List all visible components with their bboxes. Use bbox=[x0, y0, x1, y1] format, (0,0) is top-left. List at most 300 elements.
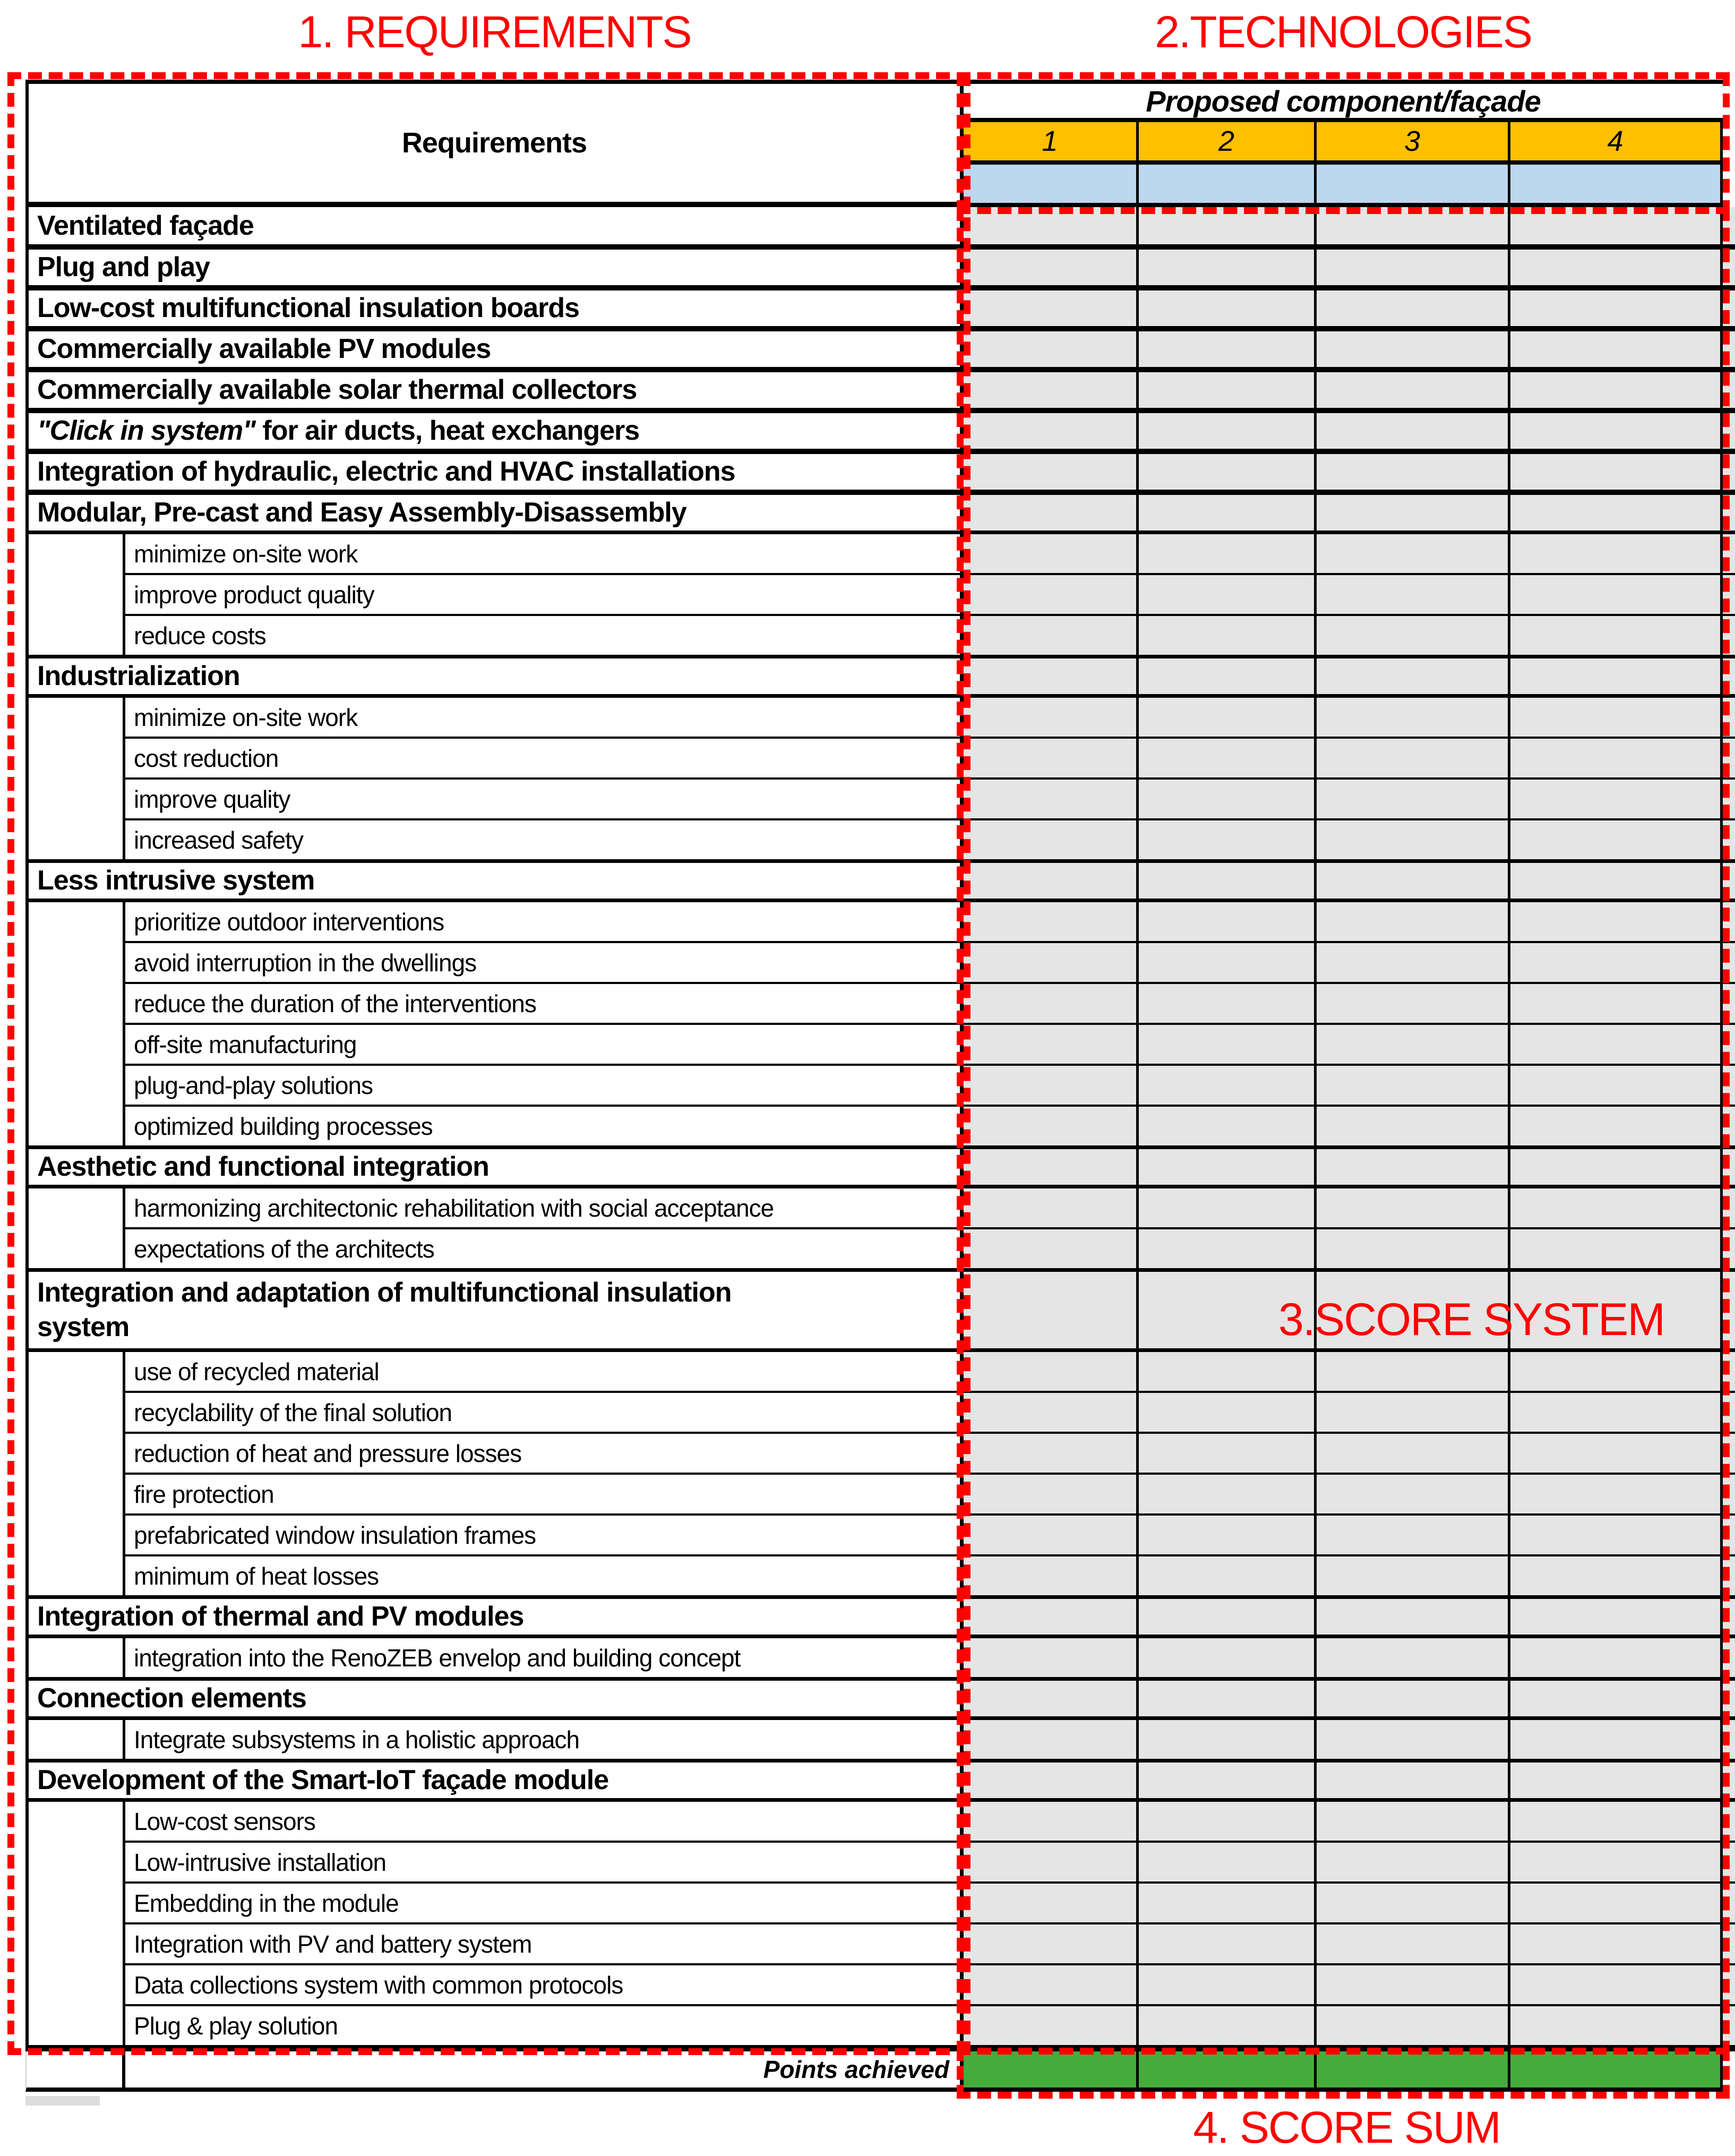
score-input-cell[interactable] bbox=[964, 413, 1139, 449]
score-input-cell[interactable] bbox=[964, 1763, 1139, 1798]
score-input-cell[interactable] bbox=[1139, 1599, 1317, 1635]
score-input-cell[interactable] bbox=[1317, 534, 1510, 573]
score-input-cell[interactable] bbox=[1510, 943, 1723, 982]
edge-overflow-cell bbox=[1723, 1393, 1735, 1432]
score-input-cell[interactable] bbox=[1317, 1763, 1510, 1798]
score-input-cell[interactable] bbox=[1139, 1720, 1317, 1759]
score-input-cell[interactable] bbox=[964, 1188, 1139, 1227]
score-input-cell[interactable] bbox=[1139, 780, 1317, 818]
sub-rows-column bbox=[125, 1352, 1735, 1595]
score-input-cell[interactable] bbox=[1510, 658, 1723, 694]
edge-overflow-cell bbox=[1723, 1066, 1735, 1105]
score-input-cell[interactable] bbox=[964, 658, 1139, 694]
score-input-cell[interactable] bbox=[1510, 2006, 1723, 2045]
score-input-cell[interactable] bbox=[1317, 372, 1510, 408]
sub-rows-column bbox=[125, 1638, 1735, 1677]
requirement-label-cell bbox=[25, 863, 964, 899]
score-input-cell[interactable] bbox=[1317, 1638, 1510, 1677]
score-input-cell[interactable] bbox=[1317, 863, 1510, 899]
score-input-cell[interactable] bbox=[1510, 1884, 1723, 1922]
sub-requirement-row bbox=[125, 1924, 1735, 1965]
points-row-indent-cell bbox=[25, 2051, 125, 2092]
score-input-cell[interactable] bbox=[964, 1556, 1139, 1595]
edge-overflow-cell bbox=[1723, 250, 1735, 285]
score-input-cell[interactable] bbox=[1317, 943, 1510, 982]
score-input-cell[interactable] bbox=[964, 1599, 1139, 1635]
score-input-cell[interactable] bbox=[1139, 698, 1317, 737]
score-input-cell[interactable] bbox=[1139, 1681, 1317, 1716]
score-input-cell[interactable] bbox=[1139, 863, 1317, 899]
edge-overflow-cell bbox=[1723, 780, 1735, 818]
score-input-cell[interactable] bbox=[1510, 863, 1723, 899]
score-input-cell[interactable] bbox=[1510, 1681, 1723, 1716]
score-input-cell[interactable] bbox=[1139, 739, 1317, 777]
score-input-cell[interactable] bbox=[1139, 1475, 1317, 1513]
score-input-cell[interactable] bbox=[1510, 739, 1723, 777]
score-input-cell[interactable] bbox=[964, 943, 1139, 982]
sub-requirement-group bbox=[25, 534, 1735, 657]
score-input-cell[interactable] bbox=[1139, 943, 1317, 982]
score-input-cell[interactable] bbox=[1139, 575, 1317, 614]
edge-overflow-cell bbox=[1723, 1720, 1735, 1759]
score-input-cell[interactable] bbox=[1139, 1638, 1317, 1677]
score-input-cell[interactable] bbox=[1317, 1107, 1510, 1145]
score-input-cell[interactable] bbox=[964, 575, 1139, 614]
score-input-cell[interactable] bbox=[1510, 250, 1723, 285]
requirement-label: Connection elements bbox=[37, 1683, 306, 1714]
edge-overflow-cell bbox=[1723, 413, 1735, 449]
score-input-cell[interactable] bbox=[1510, 1924, 1723, 1963]
edge-overflow-cell bbox=[1723, 575, 1735, 614]
score-input-cell[interactable] bbox=[1317, 1720, 1510, 1759]
score-input-cell[interactable] bbox=[1317, 331, 1510, 367]
sub-requirement-row bbox=[125, 1229, 1735, 1268]
score-input-cell[interactable] bbox=[964, 1352, 1139, 1391]
score-input-cell[interactable] bbox=[964, 698, 1139, 737]
score-input-cell[interactable] bbox=[964, 250, 1139, 285]
edge-overflow-cell bbox=[1723, 1965, 1735, 2004]
requirement-label: Industrialization bbox=[37, 661, 240, 691]
sub-requirement-group bbox=[25, 1352, 1735, 1597]
header-entry-cell[interactable] bbox=[1510, 165, 1723, 207]
score-input-cell[interactable] bbox=[1139, 495, 1317, 531]
points-sum-cell[interactable] bbox=[1317, 2051, 1510, 2092]
sub-requirement-label: improve product quality bbox=[134, 580, 374, 609]
score-input-cell[interactable] bbox=[1317, 290, 1510, 326]
sub-requirement-label-cell bbox=[125, 1843, 964, 1881]
edge-overflow-cell bbox=[1723, 863, 1735, 899]
technologies-header-block bbox=[964, 80, 1735, 207]
score-input-cell[interactable] bbox=[1139, 1352, 1317, 1391]
score-input-cell[interactable] bbox=[964, 1681, 1139, 1716]
score-input-cell[interactable] bbox=[1317, 1025, 1510, 1064]
score-input-cell[interactable] bbox=[964, 1149, 1139, 1185]
sub-requirement-label-cell bbox=[125, 1393, 964, 1432]
sub-requirement-label-cell bbox=[125, 780, 964, 818]
score-input-cell[interactable] bbox=[1317, 1884, 1510, 1922]
score-input-cell[interactable] bbox=[1139, 1188, 1317, 1227]
score-input-cell[interactable] bbox=[1139, 534, 1317, 573]
score-input-cell[interactable] bbox=[1510, 1107, 1723, 1145]
edge-overflow-cell bbox=[1723, 658, 1735, 694]
sub-requirement-label: minimize on-site work bbox=[134, 703, 358, 731]
score-input-cell[interactable] bbox=[1139, 1229, 1317, 1268]
sub-requirement-row bbox=[125, 698, 1735, 739]
sub-requirement-label: avoid interruption in the dwellings bbox=[134, 948, 477, 977]
sub-requirement-label: recyclability of the final solution bbox=[134, 1398, 452, 1426]
score-input-cell[interactable] bbox=[1510, 902, 1723, 941]
edge-overflow-cell bbox=[1723, 1599, 1735, 1635]
score-input-cell[interactable] bbox=[1317, 1475, 1510, 1513]
score-sum-section-title: 4. SCORE SUM bbox=[1193, 2102, 1500, 2152]
score-input-cell[interactable] bbox=[1317, 1681, 1510, 1716]
score-input-cell[interactable] bbox=[1510, 1516, 1723, 1554]
score-input-cell[interactable] bbox=[964, 534, 1139, 573]
proposed-component-facade-header bbox=[964, 80, 1723, 122]
requirement-label-cell bbox=[25, 250, 964, 285]
score-input-cell[interactable] bbox=[1510, 780, 1723, 818]
indent-cell bbox=[25, 1802, 125, 2045]
score-input-cell[interactable] bbox=[964, 290, 1139, 326]
sub-requirement-label-cell bbox=[125, 1066, 964, 1105]
score-input-cell[interactable] bbox=[1139, 984, 1317, 1023]
score-input-cell[interactable] bbox=[1139, 250, 1317, 285]
score-input-cell[interactable] bbox=[1510, 331, 1723, 367]
sub-requirement-label-cell bbox=[125, 575, 964, 614]
score-input-cell[interactable] bbox=[964, 1107, 1139, 1145]
requirements-header-label: Requirements bbox=[401, 127, 587, 159]
score-input-cell[interactable] bbox=[1510, 1763, 1723, 1798]
requirement-row bbox=[25, 452, 1735, 493]
sub-requirement-row bbox=[125, 1843, 1735, 1884]
requirement-label-cell bbox=[25, 1763, 964, 1798]
sub-requirement-row bbox=[125, 780, 1735, 820]
score-input-cell[interactable] bbox=[1317, 1434, 1510, 1473]
sub-requirement-label: minimize on-site work bbox=[134, 540, 358, 568]
sub-requirement-row bbox=[125, 1066, 1735, 1107]
requirement-row bbox=[25, 493, 1735, 534]
sub-requirement-label: Embedding in the module bbox=[134, 1889, 399, 1917]
score-input-cell[interactable] bbox=[1510, 1843, 1723, 1881]
score-input-cell[interactable] bbox=[1317, 575, 1510, 614]
score-input-cell[interactable] bbox=[1510, 372, 1723, 408]
sub-requirement-label-cell bbox=[125, 1025, 964, 1064]
sub-requirement-label-cell bbox=[125, 943, 964, 982]
score-input-cell[interactable] bbox=[1510, 413, 1723, 449]
sub-requirement-label-cell bbox=[125, 1107, 964, 1145]
header-blue-row bbox=[964, 165, 1735, 207]
score-input-cell[interactable] bbox=[1317, 1924, 1510, 1963]
score-system-section-title: 3.SCORE SYSTEM bbox=[1278, 1294, 1665, 1345]
score-input-cell[interactable] bbox=[964, 331, 1139, 367]
requirement-label: Integration and adaptation of multifunctional insulation system bbox=[37, 1277, 732, 1342]
score-input-cell[interactable] bbox=[1510, 1965, 1723, 2004]
score-input-cell[interactable] bbox=[1317, 495, 1510, 531]
score-input-cell[interactable] bbox=[1510, 1638, 1723, 1677]
edge-overflow-cell bbox=[1723, 495, 1735, 531]
edge-overflow-cell bbox=[1723, 616, 1735, 655]
score-input-cell[interactable] bbox=[1139, 1763, 1317, 1798]
score-input-cell[interactable] bbox=[964, 780, 1139, 818]
score-input-cell[interactable] bbox=[1317, 820, 1510, 859]
requirement-label: Ventilated façade bbox=[37, 210, 254, 241]
edge-overflow-cell bbox=[1723, 820, 1735, 859]
score-input-cell[interactable] bbox=[1139, 1965, 1317, 2004]
score-input-cell[interactable] bbox=[964, 902, 1139, 941]
column-number-cell: 2 bbox=[1139, 122, 1317, 165]
score-input-cell[interactable] bbox=[1510, 207, 1723, 244]
edge-overflow-cell bbox=[1723, 290, 1735, 326]
score-input-cell[interactable] bbox=[1510, 1434, 1723, 1473]
sub-requirement-label-cell bbox=[125, 2006, 964, 2045]
score-input-cell[interactable] bbox=[1139, 290, 1317, 326]
score-input-cell[interactable] bbox=[1510, 290, 1723, 326]
requirement-label: Commercially available solar thermal collectors bbox=[37, 374, 637, 405]
score-input-cell[interactable] bbox=[964, 2006, 1139, 2045]
score-input-cell[interactable] bbox=[1317, 1066, 1510, 1105]
score-input-cell[interactable] bbox=[1317, 1599, 1510, 1635]
score-input-cell[interactable] bbox=[1139, 1516, 1317, 1554]
score-input-cell[interactable] bbox=[1510, 1149, 1723, 1185]
score-input-cell[interactable] bbox=[964, 454, 1139, 490]
score-input-cell[interactable] bbox=[964, 1802, 1139, 1841]
sub-requirement-label: reduction of heat and pressure losses bbox=[134, 1439, 522, 1467]
score-input-cell[interactable] bbox=[964, 1066, 1139, 1105]
score-input-cell[interactable] bbox=[964, 1434, 1139, 1473]
sub-requirement-row bbox=[125, 1107, 1735, 1145]
score-input-cell[interactable] bbox=[964, 820, 1139, 859]
score-input-cell[interactable] bbox=[964, 1272, 1139, 1348]
sub-requirement-row bbox=[125, 1802, 1735, 1843]
score-input-cell[interactable] bbox=[964, 616, 1139, 655]
score-input-cell[interactable] bbox=[1317, 1188, 1510, 1227]
score-input-cell[interactable] bbox=[964, 1516, 1139, 1554]
requirements-column-header bbox=[25, 80, 964, 207]
score-input-cell[interactable] bbox=[1139, 902, 1317, 941]
edge-overflow-cell bbox=[1723, 122, 1735, 165]
sub-requirement-label-cell bbox=[125, 820, 964, 859]
sub-requirement-row bbox=[125, 943, 1735, 984]
requirement-label-cell bbox=[25, 372, 964, 408]
requirement-label-cell bbox=[25, 454, 964, 490]
sub-requirement-label-cell bbox=[125, 902, 964, 941]
score-input-cell[interactable] bbox=[1317, 1229, 1510, 1268]
sub-rows-column bbox=[125, 698, 1735, 859]
score-input-cell[interactable] bbox=[964, 1025, 1139, 1064]
score-input-cell[interactable] bbox=[1510, 1393, 1723, 1432]
score-input-cell[interactable] bbox=[1139, 331, 1317, 367]
score-input-cell[interactable] bbox=[1139, 1802, 1317, 1841]
score-input-cell[interactable] bbox=[1510, 1475, 1723, 1513]
score-input-cell[interactable] bbox=[1317, 984, 1510, 1023]
sub-requirement-label: improve quality bbox=[134, 785, 290, 813]
score-input-cell[interactable] bbox=[964, 1393, 1139, 1432]
indent-cell bbox=[25, 1188, 125, 1268]
score-input-cell[interactable] bbox=[1139, 820, 1317, 859]
score-input-cell[interactable] bbox=[1510, 1025, 1723, 1064]
score-input-cell[interactable] bbox=[1139, 2006, 1317, 2045]
score-input-cell[interactable] bbox=[964, 495, 1139, 531]
score-input-cell[interactable] bbox=[1139, 1393, 1317, 1432]
score-input-cell[interactable] bbox=[1139, 1434, 1317, 1473]
edge-overflow-cell bbox=[1723, 1352, 1735, 1391]
score-input-cell[interactable] bbox=[964, 863, 1139, 899]
score-input-cell[interactable] bbox=[1139, 616, 1317, 655]
score-input-cell[interactable] bbox=[1510, 454, 1723, 490]
score-input-cell[interactable] bbox=[1317, 616, 1510, 655]
requirement-label: Low-cost multifunctional insulation boards bbox=[37, 293, 580, 323]
score-input-cell[interactable] bbox=[1317, 1965, 1510, 2004]
score-input-cell[interactable] bbox=[1317, 2006, 1510, 2045]
score-input-cell[interactable] bbox=[1317, 780, 1510, 818]
score-input-cell[interactable] bbox=[964, 1843, 1139, 1881]
score-input-cell[interactable] bbox=[1510, 1352, 1723, 1391]
sub-requirement-label-cell bbox=[125, 1965, 964, 2004]
score-input-cell[interactable] bbox=[964, 1965, 1139, 2004]
score-input-cell[interactable] bbox=[964, 1884, 1139, 1922]
sub-requirement-label: fire protection bbox=[134, 1480, 274, 1508]
points-sum-cell[interactable] bbox=[1139, 2051, 1317, 2092]
score-input-cell[interactable] bbox=[1139, 1066, 1317, 1105]
score-input-cell[interactable] bbox=[964, 739, 1139, 777]
score-input-cell[interactable] bbox=[1510, 1556, 1723, 1595]
header-entry-cell[interactable] bbox=[964, 165, 1139, 207]
score-input-cell[interactable] bbox=[1510, 1802, 1723, 1841]
score-input-cell[interactable] bbox=[1317, 739, 1510, 777]
score-input-cell[interactable] bbox=[1317, 454, 1510, 490]
sub-requirement-label: minimum of heat losses bbox=[134, 1562, 379, 1590]
sub-requirement-row bbox=[125, 984, 1735, 1025]
sub-requirement-label-cell bbox=[125, 1352, 964, 1391]
sub-requirement-label: harmonizing architectonic rehabilitation with social acceptance bbox=[134, 1194, 774, 1222]
score-input-cell[interactable] bbox=[964, 1229, 1139, 1268]
score-input-cell[interactable] bbox=[964, 372, 1139, 408]
sub-requirement-row bbox=[125, 820, 1735, 859]
indent-cell bbox=[25, 698, 125, 859]
score-input-cell[interactable] bbox=[1317, 902, 1510, 941]
requirement-label-italic-part: "Click in system" bbox=[37, 415, 255, 446]
score-input-cell[interactable] bbox=[1317, 1802, 1510, 1841]
requirements-section-title: 1. REQUIREMENTS bbox=[298, 7, 691, 57]
sub-requirement-row bbox=[125, 902, 1735, 943]
sub-requirement-label-cell bbox=[125, 1924, 964, 1963]
sub-requirement-group bbox=[25, 1720, 1735, 1761]
score-input-cell[interactable] bbox=[1510, 820, 1723, 859]
edge-overflow-cell bbox=[1723, 1638, 1735, 1677]
score-input-cell[interactable] bbox=[1510, 534, 1723, 573]
sub-requirement-group bbox=[25, 902, 1735, 1148]
score-input-cell[interactable] bbox=[1139, 413, 1317, 449]
score-input-cell[interactable] bbox=[1510, 1188, 1723, 1227]
score-input-cell[interactable] bbox=[1139, 1843, 1317, 1881]
requirement-row bbox=[25, 289, 1735, 330]
requirement-row bbox=[25, 1597, 1735, 1638]
score-input-cell[interactable] bbox=[1510, 495, 1723, 531]
score-input-cell[interactable] bbox=[1139, 1149, 1317, 1185]
score-input-cell[interactable] bbox=[964, 1475, 1139, 1513]
score-input-cell[interactable] bbox=[964, 207, 1139, 244]
score-input-cell[interactable] bbox=[964, 1638, 1139, 1677]
score-input-cell[interactable] bbox=[1510, 984, 1723, 1023]
score-input-cell[interactable] bbox=[1317, 1556, 1510, 1595]
score-input-cell[interactable] bbox=[1139, 658, 1317, 694]
header-entry-cell[interactable] bbox=[1139, 165, 1317, 207]
score-input-cell[interactable] bbox=[1510, 1229, 1723, 1268]
score-input-cell[interactable] bbox=[1317, 250, 1510, 285]
edge-overflow-cell bbox=[1723, 454, 1735, 490]
score-input-cell[interactable] bbox=[1510, 698, 1723, 737]
score-input-cell[interactable] bbox=[1510, 1066, 1723, 1105]
requirement-row bbox=[25, 1679, 1735, 1720]
score-input-cell[interactable] bbox=[1139, 1924, 1317, 1963]
edge-overflow-cell bbox=[1723, 1434, 1735, 1473]
score-input-cell[interactable] bbox=[964, 984, 1139, 1023]
score-input-cell[interactable] bbox=[1510, 616, 1723, 655]
requirement-label-cell bbox=[25, 1599, 964, 1635]
sub-requirement-label: Low-intrusive installation bbox=[134, 1848, 386, 1876]
score-input-cell[interactable] bbox=[1139, 1107, 1317, 1145]
technologies-section-title: 2.TECHNOLOGIES bbox=[1155, 7, 1532, 57]
score-input-cell[interactable] bbox=[1317, 1843, 1510, 1881]
edge-overflow-cell bbox=[1723, 1884, 1735, 1922]
score-input-cell[interactable] bbox=[1510, 575, 1723, 614]
requirement-label: Less intrusive system bbox=[37, 865, 315, 896]
indent-cell bbox=[25, 1352, 125, 1595]
edge-overflow-cell bbox=[1723, 1188, 1735, 1227]
requirement-row bbox=[25, 1761, 1735, 1802]
sub-requirement-group bbox=[25, 698, 1735, 861]
score-input-cell[interactable] bbox=[1317, 207, 1510, 244]
score-input-cell[interactable] bbox=[1139, 454, 1317, 490]
score-input-cell[interactable] bbox=[1317, 1149, 1510, 1185]
sub-requirement-row bbox=[125, 534, 1735, 575]
sub-requirement-label: reduce the duration of the interventions bbox=[134, 989, 536, 1017]
score-input-cell[interactable] bbox=[964, 1720, 1139, 1759]
points-sum-cell[interactable] bbox=[964, 2051, 1139, 2092]
sub-requirement-row bbox=[125, 2006, 1735, 2045]
score-input-cell[interactable] bbox=[1510, 1599, 1723, 1635]
header-entry-cell[interactable] bbox=[1317, 165, 1510, 207]
edge-overflow-cell bbox=[1723, 165, 1735, 207]
points-achieved-label: Points achieved bbox=[763, 2056, 949, 2083]
score-input-cell[interactable] bbox=[1139, 207, 1317, 244]
sub-requirement-group bbox=[25, 1638, 1735, 1679]
score-input-cell[interactable] bbox=[1317, 658, 1510, 694]
score-input-cell[interactable] bbox=[1317, 1393, 1510, 1432]
sub-requirement-label-cell bbox=[125, 1475, 964, 1513]
score-input-cell[interactable] bbox=[1139, 1025, 1317, 1064]
score-input-cell[interactable] bbox=[1510, 1720, 1723, 1759]
edge-overflow-cell bbox=[1723, 1272, 1735, 1348]
score-input-cell[interactable] bbox=[1317, 413, 1510, 449]
edge-overflow-cell bbox=[1723, 1763, 1735, 1798]
edge-overflow-cell bbox=[1723, 2006, 1735, 2045]
score-input-cell[interactable] bbox=[1139, 1556, 1317, 1595]
points-sum-cell[interactable] bbox=[1510, 2051, 1723, 2092]
score-input-cell[interactable] bbox=[1139, 372, 1317, 408]
score-input-cell[interactable] bbox=[1317, 698, 1510, 737]
requirement-label-cell bbox=[25, 413, 964, 449]
requirement-row bbox=[25, 1148, 1735, 1188]
proposed-header-label: Proposed component/façade bbox=[1146, 84, 1541, 118]
score-input-cell[interactable] bbox=[1317, 1516, 1510, 1554]
sub-requirement-label-cell bbox=[125, 1434, 964, 1473]
requirement-label-cell bbox=[25, 331, 964, 367]
requirement-row bbox=[25, 330, 1735, 371]
score-input-cell[interactable] bbox=[1317, 1352, 1510, 1391]
score-input-cell[interactable] bbox=[1139, 1884, 1317, 1922]
score-input-cell[interactable] bbox=[964, 1924, 1139, 1963]
